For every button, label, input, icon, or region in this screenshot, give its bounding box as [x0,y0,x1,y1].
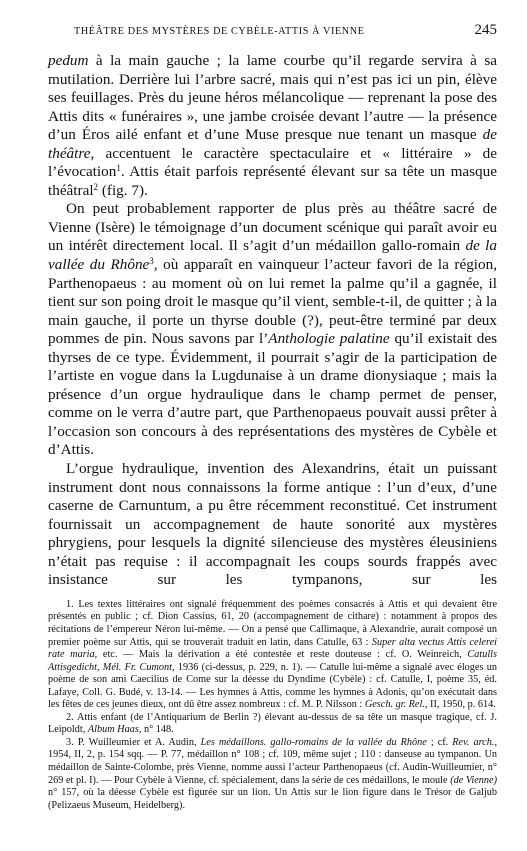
text-run: à la main gauche ; la lame courbe qu’il regarde servira à sa mutilation. Derrière lui l’arbre sacré, mais qui n’est pas ici un pin, élève ses feuillages. Près du jeune héros mélancolique — reprenant la pose des Attis dits « funéraires », une jambe croisée devant l’autre — la présence d’un Éros ailé enfant et d’une Muse presque nue tenant un masque [48,52,497,144]
footnote-1 [48,599,497,712]
page-number: 245 [474,22,497,38]
text-run: 3. P. Wuilleumier et A. Audin, [66,736,201,748]
main-text [48,52,497,590]
text-run: Catulls Attisgedicht, Mél. Fr. Cumont [48,649,498,673]
text-run: de théâtre [48,126,497,162]
paragraph-3 [48,460,497,590]
page-header [48,22,497,40]
text-run: . Attis était parfois représenté élevant sur sa tête un masque théâtral [48,163,497,199]
text-run: Les médaillons. gallo-romains de la vallée du Rhône [200,736,427,748]
text-run: ; cf. [426,736,453,748]
text-run: L’orgue hydraulique, invention des Alexandrins, était un puissant instrument dont nous connaissons la forme antique : l’un d’eux, d’une caserne de Carnuntum, a pu être récemment reconstitué. Cet instrument fournissait un accompagnement de haute sonorité aux mystères phrygiens, pour lesquels la dignité silencieuse des mystères éleusiniens n’était pas requise : il accompagnait les coups sourds frappés avec insistance sur les tympanons, sur les [48,460,497,589]
text-run: Super alta vectus Attis celerei rate maria [48,636,497,661]
text-run: , etc. — Mais la dérivation a été contestée et reste douteuse : cf. O. Weinreich, [94,649,468,661]
footnotes [48,599,497,812]
note-reference: 2 [93,181,99,192]
text-run: n° 157, où la déesse Cybèle est figurée sur un lion. Un Attis sur le lion figure dans le Trésor de Galjub (Pelizaeus Museum, Heidelberg). [48,787,497,811]
footnote-2 [48,712,497,737]
text-run: , 1936 (ci-dessus, p. 229, n. 1). — Catulle lui-même a signalé avec éloges un poème de son ami Caecilius de Come sur la déesse du Dyndime (Cybèle) : cf. Catulle, I, poème 35, éd. Lafaye, Coll. G. Budé, v. 13-14. — Les hymnes à Attis, comme les hymnes à Adonis, qu’on exécutait dans les fêtes de ces jeunes dieux, ont dû être assez nombreux : cf. M. P. Nilsson : [48,661,497,711]
running-title: THÉÂTRE DES MYSTÈRES DE CYBÈLE-ATTIS À VIENNE [74,26,365,37]
text-run: de la vallée du Rhône [48,237,497,274]
text-run: , accentuent le caractère spectaculaire et « littéraire » de l’évocation [48,144,497,181]
text-run: (fig. 7). [98,181,148,199]
paragraph-1 [48,52,497,200]
text-run: Gesch. gr. Rel. [364,699,425,711]
text-run: , II, 1950, p. 614. [424,699,496,711]
text-run: Rev. arch. [452,736,495,748]
text-run: 2. Attis enfant (de l’Antiquarium de Berlin ?) élevant au-dessus de sa tête un masque tragique, cf. J. Leipoldt, [48,711,497,736]
text-run: , 1954, II, 2, p. 154 sqq. — P. 77, médaillon n° 108 ; cf. 109, même sujet ; 110 : danseuse au tympanon. Un médaillon de Sainte-Colombe, près Vienne, nomme aussi l’acteur Parthenopaeus (cf. Audin-Wuilleumier, n° 269 et pl. I). — Pour Cybèle à Vienne, cf. spécialement, dans la série de ces médaillons, le moule [48,736,497,786]
text-run: pedum [48,52,89,69]
text-run: Anthologie palatine [268,330,390,348]
text-run: 1. Les textes littéraires ont signalé fréquemment des poèmes consacrés à Attis et qui devaient être présentés en public ; cf. Dion Cassius, 61, 20 (accompagnement de cithare) : notamment à propos des récitations de l’empereur Néron lui-même. — On a pensé que Callimaque, à Alexandrie, aurait composé un premier poème sur Attis, qui se trouverait traduit en latin, dans Catulle, 63 : [48,598,497,648]
text-run: On peut probablement rapporter de plus près au théâtre sacré de Vienne (Isère) le témoignage d’un document scénique qui paraît avoir eu un intérêt directement local. Il s’agit d’un médaillon gallo-romain [48,200,497,255]
paragraph-2 [48,200,497,460]
text-run: , où apparaît en vainqueur l’acteur favori de la région, Parthenopaeus : au moment où on lui remet la palme qu’il a gagnée, il tient sur son poing droit le masque qu’il vient, semble-t-il, de quitter ; à la main gauche, il porte un thyrse double (?), peut-être terminé par deux pommes de pin. Nous savons par l’ [48,256,497,348]
text-run: qu’il existait des thyrses de ce type. Évidemment, il pourrait s’agir de la participation de l’artiste en vogue dans la Lugdunaise à un drame dionysiaque ; mais la présence d’un orgue hydraulique dans le champ permet de penser, comme on le verra d’autre part, que Parthenopaeus pouvait aussi prêter à l’occasion son concours à des représentations des mystères de Cybèle et d’Attis. [48,330,497,459]
text-run: (de Vienne) [450,774,498,786]
note-reference: 3 [149,256,154,267]
book-page [48,22,497,812]
note-reference: 1 [116,163,121,174]
text-run: Album Haas [87,724,139,736]
text-run: , n° 148. [138,724,174,736]
footnote-3 [48,737,497,812]
